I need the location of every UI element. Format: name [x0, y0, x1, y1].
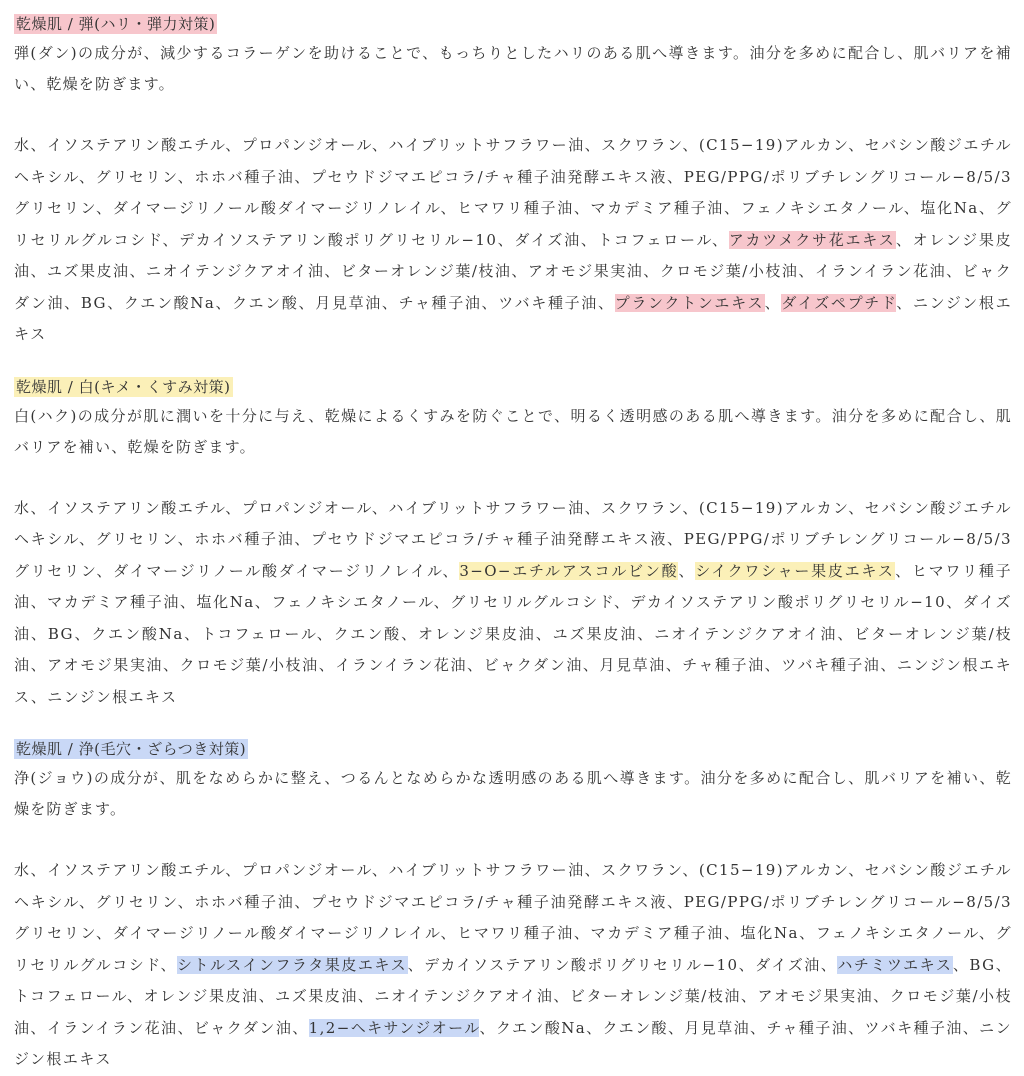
ingredient-text: 、: [678, 561, 696, 580]
ingredient-text: 水、イソステアリン酸エチル、プロパンジオール、ハイブリットサフラワー油、スクワラン、(C15−19)アルカン、セバシン酸ジエチルヘキシル、グリセリン、ホホバ種子油、プセウドジマエピコラ/チャ種子油発酵エキス液、PEG/PPG/ポリブチレングリコール−8/5/3グリセリン、ダイマージリノール酸ダイマージリノレイル、ヒマワリ種子油、マカデミア種子油、塩化Na、フェノキシエタノール、グリセリルグルコシド、: [14, 861, 1012, 974]
ingredient-text: 、: [764, 293, 782, 312]
section-heading: [14, 735, 1012, 763]
highlighted-ingredient: 1,2−ヘキサンジオール: [308, 1018, 480, 1037]
ingredient-text: 、ヒマワリ種子油、マカデミア種子油、塩化Na、フェノキシエタノール、グリセリルグルコシド、デカイソステアリン酸ポリグリセリル−10、ダイズ油、BG、クエン酸Na、トコフェロール、クエン酸、オレンジ果皮油、ユズ果皮油、ニオイテンジクアオイ油、ビターオレンジ葉/枝油、アオモジ果実油、クロモジ葉/小枝油、イランイラン花油、ビャクダン油、月見草油、チャ種子油、ツバキ種子油、ニンジン根エキス、ニンジン根エキス: [14, 561, 1012, 706]
heading-highlight: 乾燥肌 / 白(キメ・くすみ対策): [16, 377, 231, 396]
section-keana: [14, 735, 1012, 1076]
section-heading: [14, 373, 1012, 401]
ingredient-text: 、クエン酸Na、クエン酸、月見草油、チャ種子油、ツバキ種子油、ニンジン根エキス: [14, 1018, 1012, 1068]
highlighted-ingredient: プランクトンエキス: [614, 293, 765, 312]
highlighted-ingredient: ダイズペプチド: [781, 293, 897, 312]
ingredient-text: 、オレンジ果皮油、ユズ果皮油、ニオイテンジクアオイ油、ビターオレンジ葉/枝油、アオモジ果実油、クロモジ葉/小枝油、イランイラン花油、ビャクダン油、BG、クエン酸Na、クエン酸、月見草油、チャ種子油、ツバキ種子油、: [14, 230, 1013, 312]
ingredient-list: [14, 855, 1012, 1076]
section-description: 白(ハク)の成分が肌に潤いを十分に与え、乾燥によるくすみを防ぐことで、明るく透明感のある肌へ導きます。油分を多めに配合し、肌バリアを補い、乾燥を防ぎます。: [14, 406, 1012, 456]
highlighted-ingredient: ハチミツエキス: [837, 955, 953, 974]
highlighted-ingredient: シイクワシャー果皮エキス: [695, 561, 896, 580]
highlighted-ingredient: 3−O−エチルアスコルビン酸: [459, 561, 679, 580]
ingredient-text: 水、イソステアリン酸エチル、プロパンジオール、ハイブリットサフラワー油、スクワラン、(C15−19)アルカン、セバシン酸ジエチルヘキシル、グリセリン、ホホバ種子油、プセウドジマエピコラ/チャ種子油発酵エキス液、PEG/PPG/ポリブチレングリコール−8/5/3グリセリン、ダイマージリノール酸ダイマージリノレイル、: [14, 498, 1012, 580]
heading-highlight: 乾燥肌 / 弾(ハリ・弾力対策): [16, 15, 216, 33]
ingredient-text: 、デカイソステアリン酸ポリグリセリル−10、ダイズ油、: [407, 955, 838, 974]
ingredient-list: [14, 493, 1012, 714]
highlighted-ingredient: シトルスインフラタ果皮エキス: [177, 955, 408, 974]
section-hari: [14, 10, 1012, 351]
section-description: 弾(ダン)の成分が、減少するコラーゲンを助けることで、もっちりとしたハリのある肌へ導きます。油分を多めに配合し、肌バリアを補い、乾燥を防ぎます。: [14, 44, 1012, 93]
ingredient-text: 、ニンジン根エキス: [14, 293, 1012, 343]
highlighted-ingredient: アカツメクサ花エキス: [728, 230, 896, 249]
section-kime: [14, 373, 1012, 714]
ingredient-text: 水、イソステアリン酸エチル、プロパンジオール、ハイブリットサフラワー油、スクワラン、(C15−19)アルカン、セバシン酸ジエチルヘキシル、グリセリン、ホホバ種子油、プセウドジマエピコラ/チャ種子油発酵エキス液、PEG/PPG/ポリブチレングリコール−8/5/3グリセリン、ダイマージリノール酸ダイマージリノレイル、ヒマワリ種子油、マカデミア種子油、フェノキシエタノール、塩化Na、グリセリルグルコシド、デカイソステアリン酸ポリグリセリル−10、ダイズ油、トコフェロール、: [14, 136, 1012, 249]
ingredient-text: 、BG、トコフェロール、オレンジ果皮油、ユズ果皮油、ニオイテンジクアオイ油、ビターオレンジ葉/枝油、アオモジ果実油、クロモジ葉/小枝油、イランイラン花油、ビャクダン油、: [14, 955, 1012, 1037]
ingredient-list: [14, 130, 1012, 351]
heading-highlight: 乾燥肌 / 浄(毛穴・ざらつき対策): [16, 740, 247, 758]
section-description: 浄(ジョウ)の成分が、肌をなめらかに整え、つるんとなめらかな透明感のある肌へ導きます。油分を多めに配合し、肌バリアを補い、乾燥を防ぎます。: [14, 769, 1012, 818]
section-heading: [14, 10, 1012, 38]
